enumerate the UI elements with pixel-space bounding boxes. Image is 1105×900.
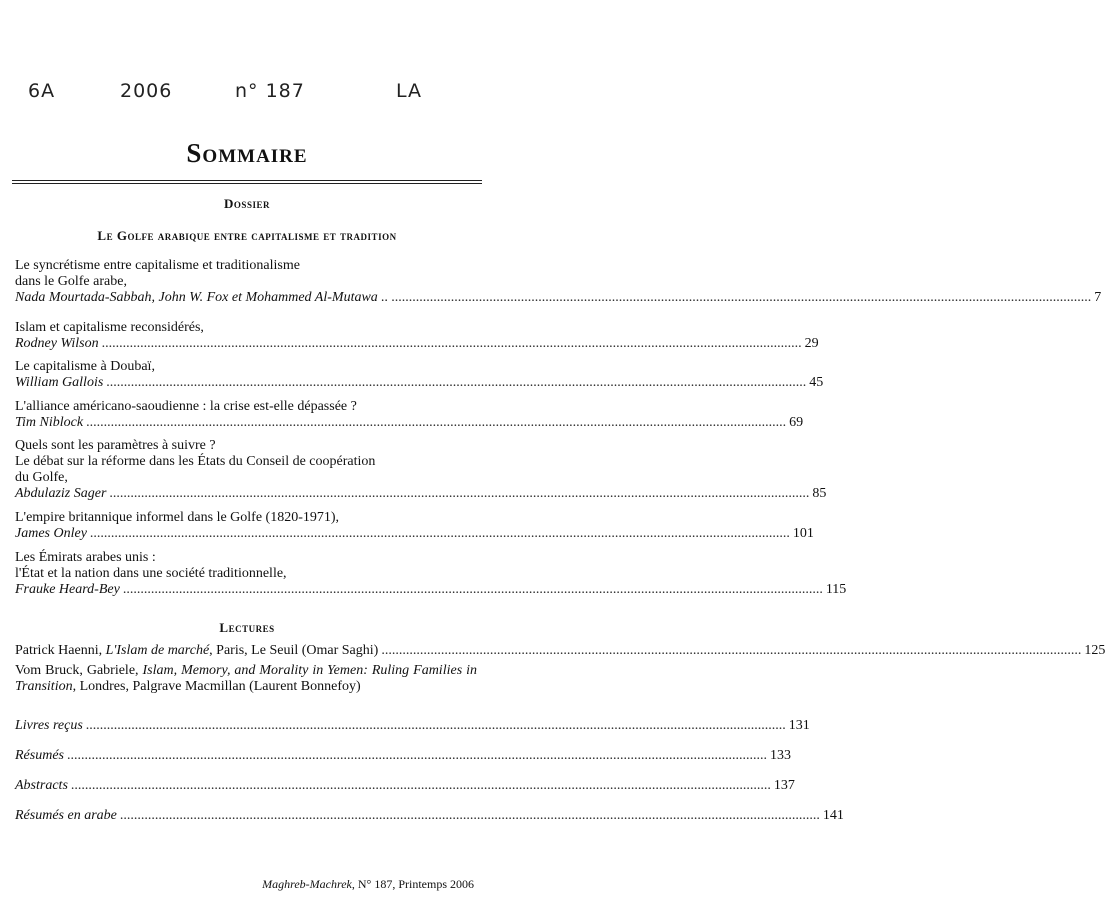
entry-title: Islam et capitalisme reconsidérés, — [15, 320, 204, 335]
lecture-entry[interactable] — [15, 643, 1105, 659]
lecture-title: L'Islam de marché — [105, 643, 210, 658]
entry-line — [15, 748, 791, 764]
toc-entry[interactable] — [15, 718, 810, 734]
title-rule — [12, 180, 482, 181]
handwritten-annotation: n° 187 — [235, 80, 305, 102]
entry-page: 131 — [788, 718, 810, 733]
dot-leader: ........................................................................................................................................................................................................ — [67, 748, 767, 763]
handwritten-annotation: LA — [396, 80, 423, 102]
entry-author: Rodney Wilson — [15, 336, 99, 351]
entry-title: dans le Golfe arabe, — [15, 274, 127, 289]
page-title: Sommaire — [186, 138, 308, 168]
dot-leader: ........................................................................................................................................................................................................ — [70, 778, 771, 793]
entry-label: Livres reçus — [15, 718, 83, 733]
entry-author: Tim Niblock — [15, 415, 84, 430]
toc-entry[interactable] — [15, 438, 827, 502]
entry-title: L'alliance américano-saoudienne : la crise est-elle dépassée ? — [15, 399, 357, 414]
entry-title: du Golfe, — [15, 470, 68, 485]
lecture-author: Patrick Haenni, — [15, 643, 106, 658]
toc-entry[interactable] — [15, 258, 1102, 306]
entry-page: 101 — [792, 526, 814, 541]
entry-author: William Gallois — [15, 375, 104, 390]
toc-entry[interactable] — [15, 778, 795, 794]
toc-entry[interactable] — [15, 748, 791, 764]
entry-page: 115 — [825, 582, 847, 597]
entry-title: L'empire britannique informel dans le Golfe (1820-1971), — [15, 510, 340, 525]
toc-entry[interactable] — [15, 359, 824, 391]
toc-entry[interactable] — [15, 808, 844, 824]
entry-page: 29 — [804, 336, 819, 351]
dot-leader: ........................................................................................................................................................................................................ — [109, 486, 810, 501]
entry-page: 137 — [773, 778, 795, 793]
entry-line — [15, 718, 810, 734]
entry-title: Les Émirats arabes unis : — [15, 550, 156, 565]
entry-author-line — [15, 486, 827, 502]
dot-leader: ........................................................................................................................................................................................................ — [119, 808, 820, 823]
entry-author-line — [15, 336, 819, 352]
lecture-details: , Paris, Le Seuil (Omar Saghi) — [209, 643, 379, 658]
entry-author: Frauke Heard-Bey — [15, 582, 120, 597]
lecture-text — [15, 643, 378, 659]
entry-author-line — [15, 375, 824, 391]
lecture-line — [15, 643, 1105, 659]
dot-leader: ........................................................................................................................................................................................................ — [122, 582, 823, 597]
entry-page: 45 — [809, 375, 824, 390]
entry-page: 7 — [1094, 290, 1102, 305]
entry-label: Résumés en arabe — [15, 808, 117, 823]
entry-line — [15, 808, 844, 824]
entry-label: Résumés — [15, 748, 64, 763]
toc-entry[interactable] — [15, 399, 804, 431]
entry-author-line — [15, 582, 847, 598]
lecture-title: Islam, Memory, and Morality in Yemen: Ruling Families in Transition — [15, 663, 477, 694]
dot-leader: ........................................................................................................................................................................................................ — [391, 290, 1092, 305]
toc-entry[interactable] — [15, 320, 819, 352]
dot-leader: ........................................................................................................................................................................................................ — [381, 643, 1082, 658]
dot-leader: ........................................................................................................................................................................................................ — [106, 375, 807, 390]
entry-title: Quels sont les paramètres à suivre ? — [15, 438, 216, 453]
toc-entry[interactable] — [15, 550, 847, 598]
entry-author: Nada Mourtada-Sabbah, John W. Fox et Mohammed Al-Mutawa .. — [15, 290, 389, 305]
entry-title: l'État et la nation dans une société traditionnelle, — [15, 566, 287, 581]
page-footer — [262, 877, 474, 892]
dot-leader: ........................................................................................................................................................................................................ — [86, 415, 787, 430]
lecture-entry[interactable] — [15, 663, 477, 695]
toc-entry[interactable] — [15, 510, 814, 542]
lecture-details: , Londres, Palgrave Macmillan (Laurent Bonnefoy) — [72, 679, 361, 694]
lecture-page: 125 — [1084, 643, 1105, 658]
lecture-author: Vom Bruck, Gabriele, — [15, 663, 143, 678]
entry-author-line — [15, 290, 1102, 306]
journal-name: Maghreb-Machrek — [262, 877, 352, 891]
entry-line — [15, 778, 795, 794]
entry-title: Le débat sur la réforme dans les États du Conseil de coopération — [15, 454, 376, 469]
entry-page: 69 — [789, 415, 804, 430]
entry-author-line — [15, 415, 804, 431]
entry-page: 85 — [812, 486, 827, 501]
entry-page: 133 — [770, 748, 791, 763]
dossier-title: Le Golfe arabique entre capitalisme et tradition — [97, 228, 397, 243]
entry-label: Abstracts — [15, 778, 68, 793]
issue-info: , N° 187, Printemps 2006 — [351, 877, 474, 891]
dot-leader: ........................................................................................................................................................................................................ — [89, 526, 790, 541]
entry-author-line — [15, 526, 814, 542]
entry-author: James Onley — [15, 526, 87, 541]
handwritten-annotation: 2006 — [120, 80, 173, 102]
entry-title: Le syncrétisme entre capitalisme et traditionalisme — [15, 258, 300, 273]
entry-author: Abdulaziz Sager — [15, 486, 107, 501]
dot-leader: ........................................................................................................................................................................................................ — [85, 718, 786, 733]
entry-title: Le capitalisme à Doubaï, — [15, 359, 155, 374]
dot-leader: ........................................................................................................................................................................................................ — [101, 336, 802, 351]
section-heading-dossier: Dossier — [224, 196, 270, 211]
entry-page: 141 — [822, 808, 844, 823]
section-heading-lectures: Lectures — [219, 620, 275, 635]
handwritten-annotation: 6A — [28, 80, 56, 102]
title-rule — [12, 183, 482, 184]
